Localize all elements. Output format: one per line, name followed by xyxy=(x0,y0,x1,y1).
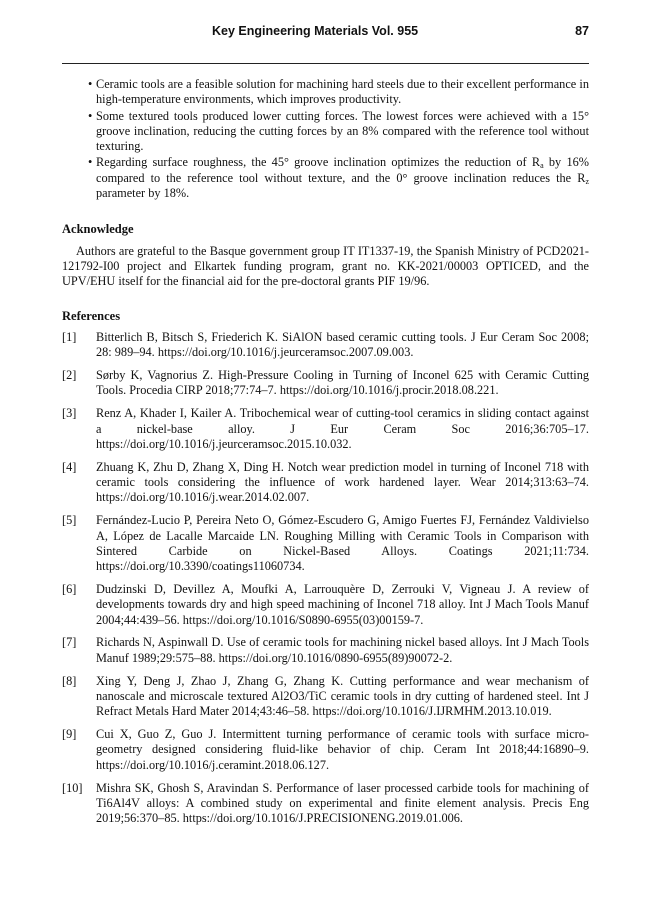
conclusion-item xyxy=(62,77,589,108)
page-number: 87 xyxy=(575,24,589,38)
conclusion-text: Regarding surface roughness, the 45° groove inclination optimizes the reduction of $R_a$ by 16% compared to the reference tool without texture, and the 0° groove inclination reduces the $R_z$ parameter by 18%. xyxy=(96,155,589,201)
reference-number: [9] xyxy=(62,727,77,742)
bullet-icon: • xyxy=(88,155,93,170)
reference-item xyxy=(62,368,589,399)
page-body xyxy=(62,77,589,834)
reference-item xyxy=(62,674,589,720)
reference-item xyxy=(62,727,589,773)
header-rule xyxy=(62,63,589,64)
page-header xyxy=(62,24,589,44)
reference-number: [1] xyxy=(62,329,77,344)
references-heading: References xyxy=(62,308,121,323)
reference-number: [2] xyxy=(62,368,77,383)
reference-number: [5] xyxy=(62,513,77,528)
references-list xyxy=(62,330,589,827)
reference-item xyxy=(62,513,589,574)
conclusion-item xyxy=(62,109,589,155)
reference-number: [3] xyxy=(62,406,77,421)
bullet-icon: • xyxy=(88,108,93,123)
reference-item xyxy=(62,460,589,506)
conclusion-text: Some textured tools produced lower cutting forces. The lowest forces were achieved with a 15° groove inclination, reducing the cutting forces by an 8% compared with the reference tool without texturing. xyxy=(96,108,589,154)
bullet-icon: • xyxy=(88,77,93,91)
reference-text: Fernández-Lucio P, Pereira Neto O, Gómez-Escudero G, Amigo Fuertes FJ, Fernández Valdivielso A, López de Lacalle Marcaide LN. Roughing Milling with Ceramic Tools in Comparison with Sintered Carbide on Nickel-Based Alloys. Coatings 2021;11:734. https://doi.org/10.3390/coatings11060734. xyxy=(96,513,589,574)
reference-text: Sørby K, Vagnorius Z. High-Pressure Cooling in Turning of Inconel 625 with Ceramic Cutting Tools. Procedia CIRP 2018;77:74–7. https://doi.org/10.1016/j.procir.2018.08.221. xyxy=(96,368,589,398)
reference-number: [4] xyxy=(62,459,77,474)
reference-item xyxy=(62,406,589,452)
reference-item xyxy=(62,330,589,361)
reference-item xyxy=(62,635,589,666)
reference-text: Bitterlich B, Bitsch S, Friederich K. SiAlON based ceramic cutting tools. J Eur Ceram Soc 2008; 28: 989–94. https://doi.org/10.1016/j.jeurceramsoc.2007.09.003. xyxy=(96,329,589,360)
conclusion-item xyxy=(62,155,589,201)
acknowledge-heading: Acknowledge xyxy=(62,222,134,237)
reference-number: [8] xyxy=(62,673,77,688)
reference-number: [7] xyxy=(62,635,77,650)
reference-item xyxy=(62,582,589,628)
reference-text: Dudzinski D, Devillez A, Moufki A, Larrouquère D, Zerrouki V, Vigneau J. A review of developments towards dry and high speed machining of Inconel 718 alloy. Int J Mach Tools Manuf 2004;44:439–56. https://doi.org/10.1016/S0890-6955(03)00159-7. xyxy=(96,581,589,627)
reference-item xyxy=(62,781,589,827)
reference-number: [6] xyxy=(62,581,77,596)
reference-text: Richards N, Aspinwall D. Use of ceramic tools for machining nickel based alloys. Int J Mach Tools Manuf 1989;29:575–88. https://doi.org/10.1016/0890-6955(89)90072-2. xyxy=(96,635,589,665)
reference-text: Xing Y, Deng J, Zhao J, Zhang G, Zhang K. Cutting performance and wear mechanism of nanoscale and microscale textured Al2O3/TiC ceramic tools in dry cutting of hardened steel. Int J Refract Metals Hard Mater 2014;43:46–58. https://doi.org/10.1016/J.IJRMHM.2013.10.019. xyxy=(96,673,589,719)
reference-number: [10] xyxy=(62,780,83,795)
conclusion-text: Ceramic tools are a feasible solution for machining hard steels due to their excellent performance in high-temperature environments, which improves productivity. xyxy=(96,77,589,107)
reference-text: Zhuang K, Zhu D, Zhang X, Ding H. Notch wear prediction model in turning of Inconel 718 with ceramic tools considering the influence of work hardened layer. Wear 2014;313:63–74. https://doi.org/10.1016/j.wear.2014.02.007. xyxy=(96,459,589,505)
reference-text: Mishra SK, Ghosh S, Aravindan S. Performance of laser processed carbide tools for machining of Ti6Al4V alloys: A combined study on experimental and finite element analysis. Precis Eng 2019;56:370–85. https://doi.org/10.1016/J.PRECISIONENG.2019.01.006. xyxy=(96,780,589,826)
conclusions-list xyxy=(62,77,589,201)
acknowledge-text: Authors are grateful to the Basque government group IT IT1337-19, the Spanish Ministry of PCD2021-121792-I00 project and Elkartek funding program, grant no. KK-2021/00003 OPTICED, and the UPV/EHU itself for the financial aid for the pre-doctoral grants PIF 19/96. xyxy=(62,243,589,289)
reference-text: Renz A, Khader I, Kailer A. Tribochemical wear of cutting-tool ceramics in sliding contact against a nickel-base alloy. J Eur Ceram Soc 2016;36:705–17. https://doi.org/10.1016/j.jeurceramsoc.2015.10.032. xyxy=(96,406,589,451)
journal-title: Key Engineering Materials Vol. 955 xyxy=(212,24,419,38)
reference-text: Cui X, Guo Z, Guo J. Intermittent turning performance of ceramic tools with surface micro-geometry designed considering fluid-like behavior of chip. Ceram Int 2018;44:16890–9. https://doi.org/10.1016/j.ceramint.2018.06.127. xyxy=(96,727,589,772)
